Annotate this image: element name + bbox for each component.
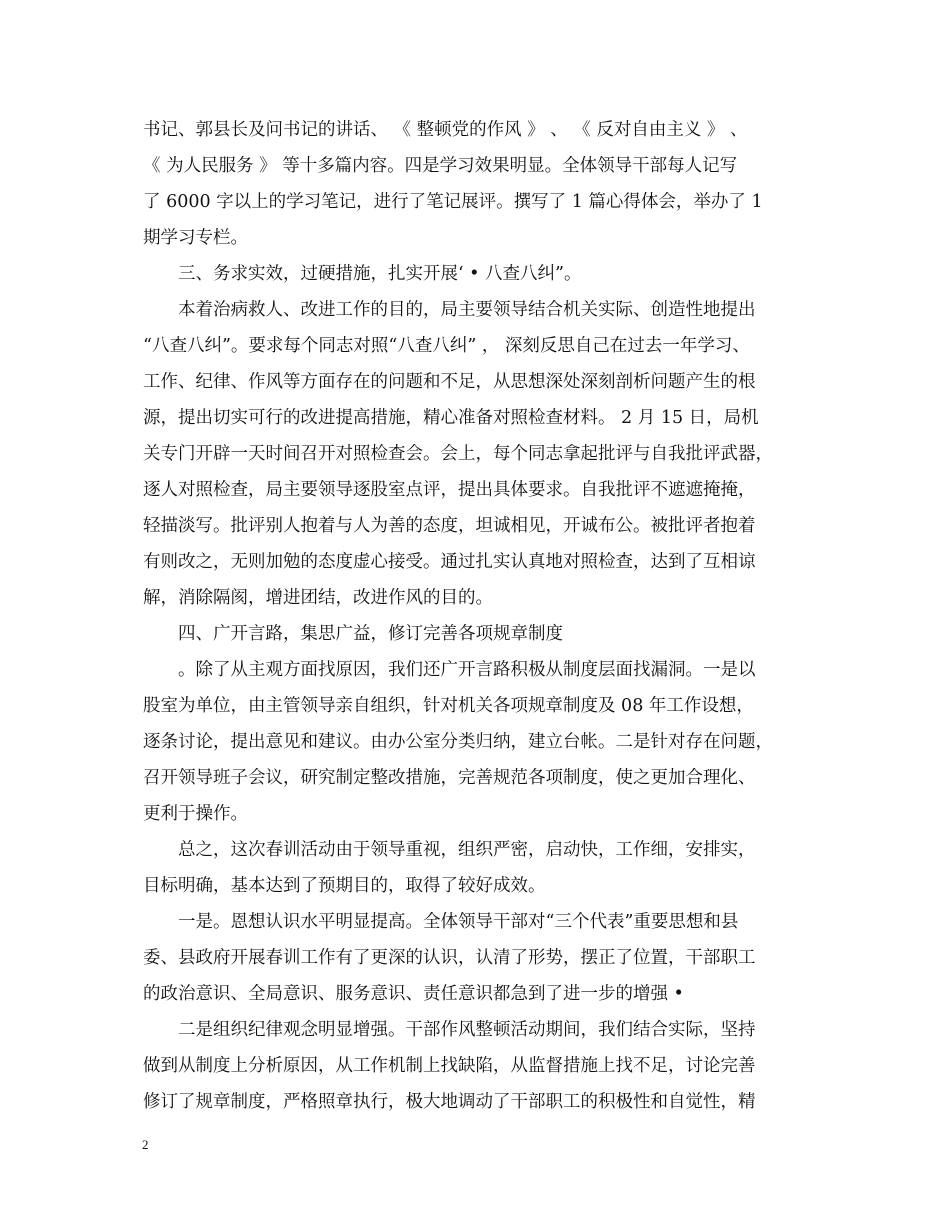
text-line: 一是。恩想认识水平明显提高。全体领导干部对“三个代表”重要思想和县 <box>178 912 739 932</box>
text-line: 工作、纪律、作风等方面存在的问题和不足，从思想深处深刻剖析问题产生的根 <box>143 372 756 392</box>
section-heading: 三、务求实效，过硬措施，扎实开展‘ • 八查八纠”。 <box>178 264 582 284</box>
text-line: 《 为人民服务 》 等十多篇内容。四是学习效果明显。全体领导干部每人记写 <box>143 156 738 176</box>
text-line: 更利于操作。 <box>143 804 248 824</box>
text-line: 做到从制度上分析原因，从工作机制上找缺陷，从监督措施上找不足，讨论完善 <box>143 1056 756 1076</box>
text-line: 了 6000 字以上的学习笔记，进行了笔记展评。撰写了 1 篇心得体会，举办了 1 <box>143 192 763 212</box>
text-line: 修订了规章制度，严格照章执行，极大地调动了干部职工的积极性和自觉性，精 <box>143 1092 756 1112</box>
text-line: 书记、郭县长及问书记的讲话、 《 整顿党的作风 》 、 《 反对自由主义 》 、 <box>143 120 748 140</box>
text-line: 期学习专栏。 <box>143 228 248 248</box>
text-line: 源，提出切实可行的改进提高措施，精心准备对照检查材料。 2 月 15 日，局机 <box>143 408 759 428</box>
text-line: 逐人对照检查，局主要领导逐股室点评，提出具体要求。自我批评不遮遮掩掩， <box>143 480 756 500</box>
text-line: 目标明确，基本达到了预期目的，取得了较好成效。 <box>143 876 546 896</box>
page-number: 2 <box>142 1137 149 1152</box>
text-line: 有则改之，无则加勉的态度虚心接受。通过扎实认真地对照检查，达到了互相谅 <box>143 552 756 572</box>
text-line: “八查八纠”。要求每个同志对照“八查八纠” ， 深刻反思自己在过去一年学习、 <box>143 336 750 356</box>
text-line: 委、县政府开展春训工作有了更深的认识，认清了形势，摆正了位置，干部职工 <box>143 948 756 968</box>
section-heading: 四、广开言路，集思广益，修订完善各项规章制度 <box>178 624 563 644</box>
text-line: 股室为单位，由主管领导亲自组织，针对机关各项规章制度及 08 年工作设想， <box>143 696 754 716</box>
text-line: 关专门开辟一天时间召开对照检查会。会上，每个同志拿起批评与自我批评武器， <box>143 444 773 464</box>
text-line: 召开领导班子会议，研究制定整改措施，完善规范各项制度，使之更加合理化、 <box>143 768 756 788</box>
text-line: 逐条讨论，提出意见和建议。由办公室分类归纳，建立台帐。二是针对存在问题， <box>143 732 773 752</box>
text-line: 总之，这次春训活动由于领导重视，组织严密，启动快，工作细，安排实， <box>178 840 756 860</box>
text-line: 二是组织纪律观念明显增强。干部作风整顿活动期间，我们结合实际，坚持 <box>178 1020 756 1040</box>
text-line: 的政治意识、全局意识、服务意识、责任意识都急到了进一步的增强 • <box>143 984 684 1004</box>
text-line: 本着治病救人、改进工作的目的，局主要领导结合机关实际、创造性地提出 <box>178 300 756 320</box>
text-line: 。除了从主观方面找原因，我们还广开言路积极从制度层面找漏洞。一是以 <box>178 660 756 680</box>
text-line: 解，消除隔阂，增进团结，改进作风的目的。 <box>143 588 493 608</box>
text-line: 轻描淡写。批评别人抱着与人为善的态度，坦诚相见，开诚布公。被批评者抱着 <box>143 516 756 536</box>
